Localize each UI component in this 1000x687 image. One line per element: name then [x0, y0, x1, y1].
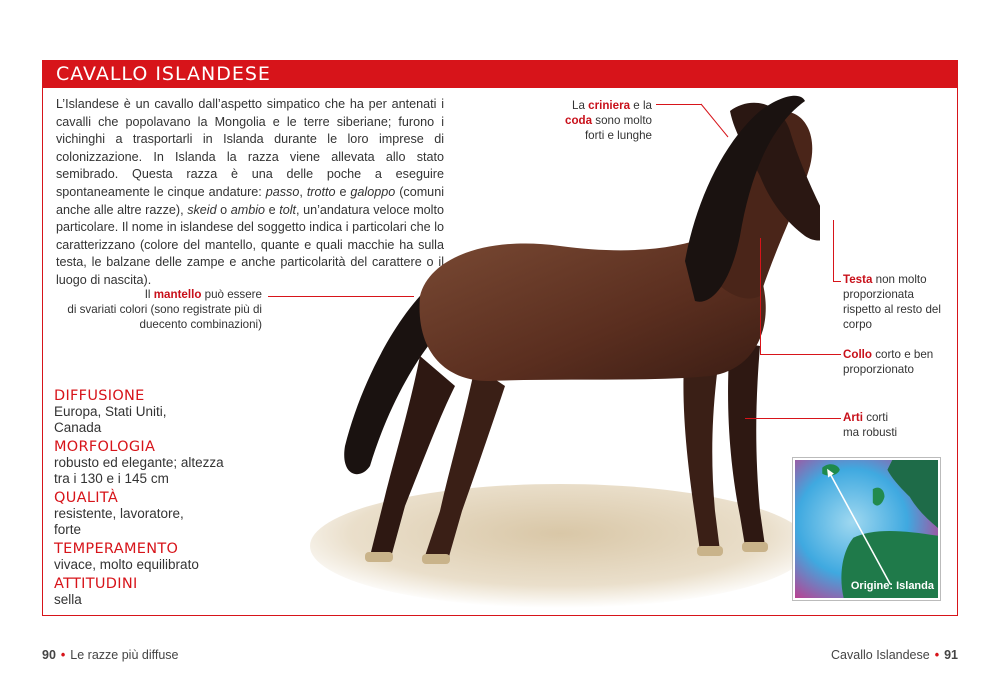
intro-text-2: (comuni anche alle altre razze), — [56, 184, 444, 217]
fact-value: Europa, Stati Uniti, Canada — [54, 404, 167, 435]
footer-left — [42, 648, 178, 662]
leader-line-criniera-diag — [700, 103, 730, 139]
fact-label: DIFFUSIONE — [54, 388, 145, 404]
ann-text: Il — [144, 288, 154, 301]
fact-diffusione — [54, 388, 284, 436]
ann-text: e la — [630, 99, 652, 112]
annotation-testa — [843, 272, 953, 332]
intro-text-1: L’Islandese è un cavallo dall’aspetto simpatico che ha per antenati i cavalli che popolavano la Mongolia e le terre siberiane; furono i vichinghi a trasportarli in Islanda durante le loro imprese di colonizzazione. In Islanda la razza viene allevata allo stato semibrado. Questa razza è una delle poche a eseguire spontaneamente le cinque andature: — [56, 97, 444, 199]
intro-sep: o — [216, 202, 231, 217]
footer-separator: • — [60, 648, 66, 662]
hoof — [365, 552, 393, 562]
fact-value: vivace, molto equilibrato — [54, 557, 199, 572]
gait-galoppo: galoppo — [350, 184, 396, 199]
ann-highlight-mantello: mantello — [153, 288, 202, 301]
page-number-right: 91 — [944, 648, 958, 662]
fact-label: MORFOLOGIA — [54, 439, 156, 455]
ann-highlight-arti: Arti — [843, 411, 863, 424]
fact-qualita — [54, 490, 284, 538]
ann-text: rispetto al resto del — [843, 303, 941, 316]
leader-line-mantello — [268, 296, 414, 297]
annotation-mantello — [60, 287, 262, 332]
footer-separator: • — [934, 648, 940, 662]
hoof — [742, 542, 768, 552]
fact-label: ATTITUDINI — [54, 576, 138, 592]
ann-text: forti e lunghe — [584, 129, 652, 142]
facts-list — [54, 388, 284, 611]
page-title: CAVALLO ISLANDESE — [56, 63, 271, 85]
gait-tolt: tolt — [279, 202, 297, 217]
ann-text: di svariati colori (sono registrate più di — [67, 303, 262, 316]
footer-right — [831, 648, 958, 662]
horse-image — [300, 86, 820, 616]
leader-line-criniera — [656, 104, 702, 105]
annotation-criniera — [548, 98, 652, 143]
fact-temperamento — [54, 541, 284, 573]
origin-map — [793, 458, 940, 600]
intro-text-3: , un’andatura veloce molto particolare. Il nome in islandese del soggetto indica i particolari che lo caratterizzano (colore del mantello, quante e quali macchie ha sulla testa, le balzane delle zampe e anche particolarità del carattere o il luogo di nascita). — [56, 202, 444, 287]
gait-trotto: trotto — [306, 184, 336, 199]
fact-value: robusto ed elegante; altezza tra i 130 e i 145 cm — [54, 455, 224, 486]
leader-line-collo-h — [760, 354, 841, 355]
map-origin-label: Origine: Islanda — [850, 580, 934, 592]
hoof — [697, 546, 723, 556]
ann-text: corti — [862, 411, 889, 424]
footer-section-left: Le razze più diffuse — [70, 648, 179, 662]
leader-line-testa-v — [833, 220, 834, 282]
annotation-arti — [843, 410, 953, 440]
leader-line-testa-h — [833, 281, 841, 282]
gait-ambio: ambio — [230, 202, 266, 217]
fact-value: resistente, lavoratore, forte — [54, 506, 184, 537]
page-number-left: 90 — [42, 648, 56, 662]
ann-text: ma robusti — [843, 426, 898, 439]
fact-attitudini — [54, 576, 284, 608]
ann-text: non molto — [872, 273, 927, 286]
ann-text: può essere — [201, 288, 262, 301]
horse-illustration — [300, 86, 820, 616]
intro-sep: e — [335, 184, 351, 199]
gait-passo: passo — [265, 184, 300, 199]
map-illustration — [795, 460, 938, 598]
fact-value: sella — [54, 592, 82, 607]
ann-text: proporzionato — [843, 363, 914, 376]
leader-line-collo-v — [760, 238, 761, 355]
intro-sep: e — [265, 202, 280, 217]
ann-highlight-testa: Testa — [843, 273, 873, 286]
ann-text: corpo — [843, 318, 873, 331]
gait-skeid: skeid — [187, 202, 217, 217]
hoof — [422, 554, 450, 564]
fact-morfologia — [54, 439, 284, 487]
fact-label: TEMPERAMENTO — [54, 541, 179, 557]
ann-highlight-criniera: criniera — [588, 99, 631, 112]
ann-text: duecento combinazioni) — [139, 318, 262, 331]
fact-label: QUALITÀ — [54, 490, 119, 506]
leader-line-arti — [745, 418, 841, 419]
footer-section-right: Cavallo Islandese — [831, 648, 930, 662]
ann-text: corto e ben — [871, 348, 934, 361]
ann-text: sono molto — [592, 114, 652, 127]
annotation-collo — [843, 347, 953, 377]
ann-highlight-collo: Collo — [843, 348, 872, 361]
intro-sep: , — [299, 184, 307, 199]
ann-text: proporzionata — [843, 288, 914, 301]
ann-text: La — [572, 99, 589, 112]
ann-highlight-coda: coda — [565, 114, 593, 127]
title-bar — [42, 60, 958, 88]
